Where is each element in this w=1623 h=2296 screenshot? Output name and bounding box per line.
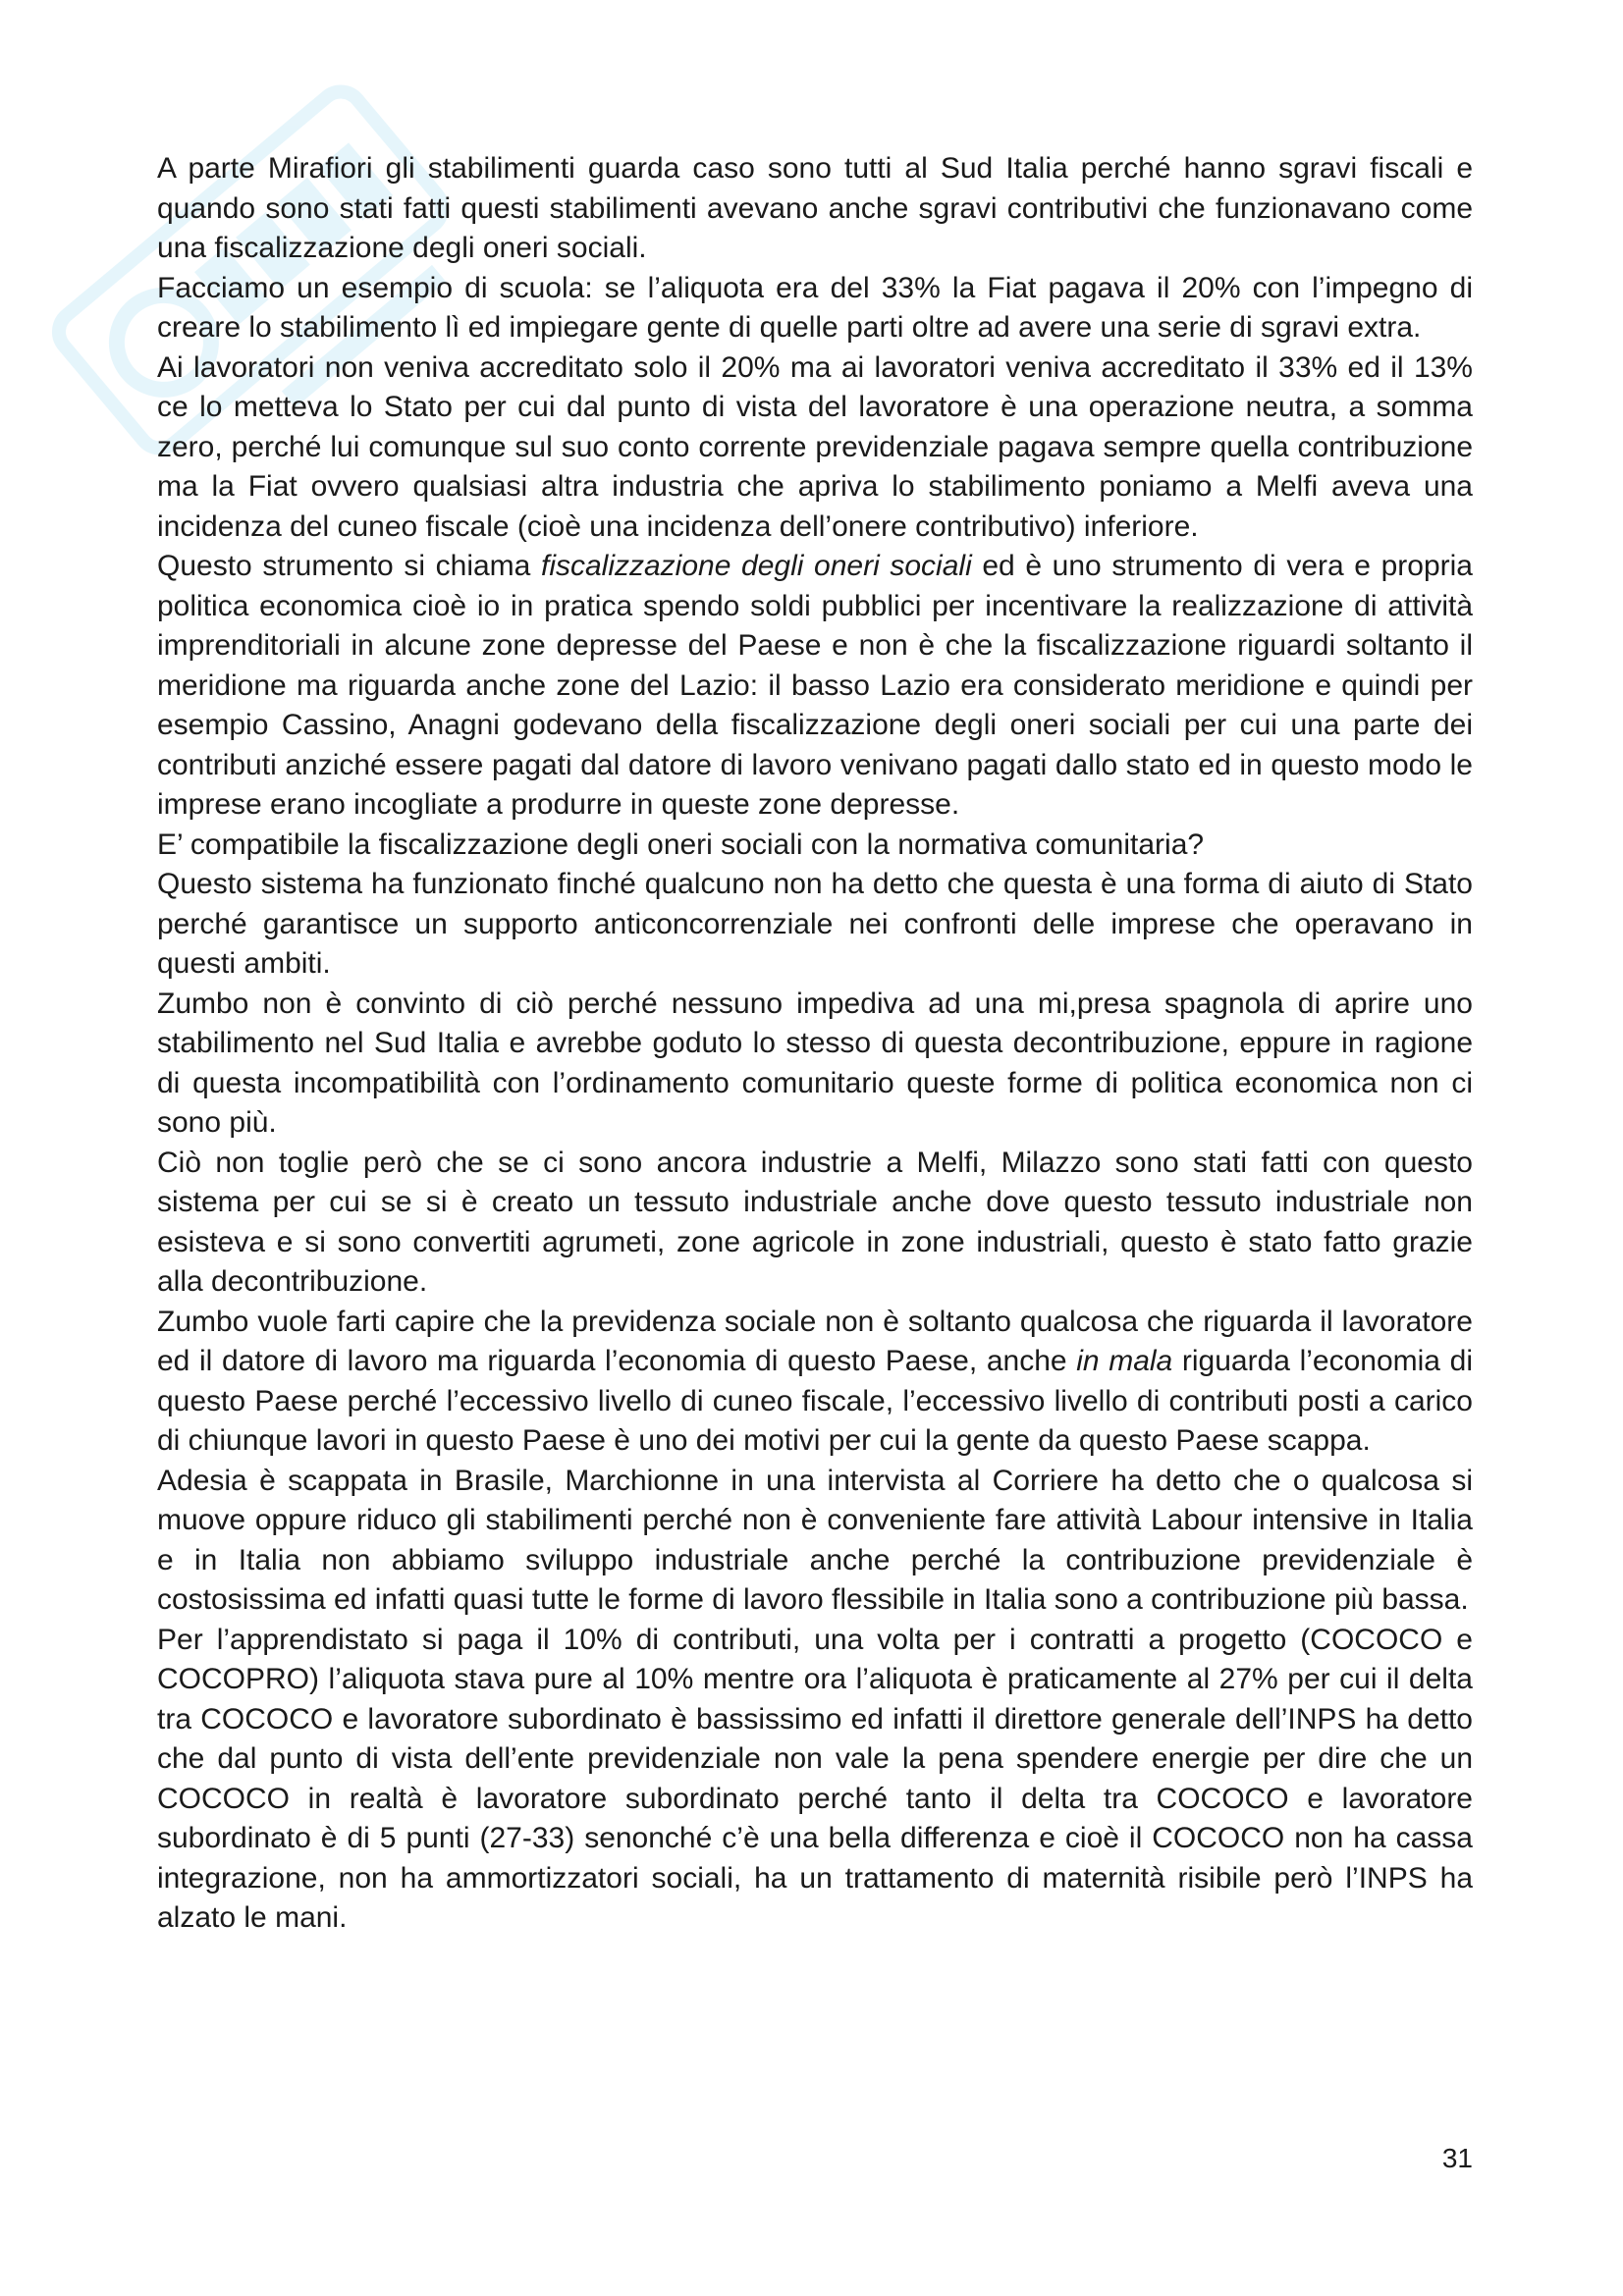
paragraph-text: Adesia è scappata in Brasile, Marchionne in una intervista al Corriere ha detto che o qualcosa si muove oppure riduco gli stabilimenti perché non è conveniente fare attività Labour intensive in Italia e in Italia non abbiamo sviluppo industriale anche perché la contribuzione previdenziale è costosissima ed infatti quasi tutte le forme di lavoro flessibile in Italia sono a contribuzione più bassa. <box>157 1464 1473 1616</box>
paragraph <box>157 1621 1473 1939</box>
paragraph-text: Questo sistema ha funzionato finché qualcuno non ha detto che questa è una forma di aiuto di Stato perché garantisce un supporto anticoncorrenziale nei confronti delle imprese che operavano in questi ambiti. <box>157 868 1473 980</box>
paragraph <box>157 985 1473 1144</box>
paragraph-text: Ciò non toglie però che se ci sono ancora industrie a Melfi, Milazzo sono stati fatti con questo sistema per cui se si è creato un tessuto industriale anche dove questo tessuto industriale non esisteva e si sono convertiti agrumeti, zone agricole in zone industriali, questo è stato fatto grazie alla decontribuzione. <box>157 1146 1473 1298</box>
paragraph <box>157 149 1473 269</box>
paragraph-text: Per l’apprendistato si paga il 10% di contributi, una volta per i contratti a progetto (COCOCO e COCOPRO) l’aliquota stava pure al 10% mentre ora l’aliquota è praticamente al 27% per cui il delta tra COCOCO e lavoratore subordinato è bassissimo ed infatti il direttore generale dell’INPS ha detto che dal punto di vista dell’ente previdenziale non vale la pena spendere energie per dire che un COCOCO in realtà è lavoratore subordinato perché tanto il delta tra COCOCO e lavoratore subordinato è di 5 punti (27-33) senonché c’è una bella differenza e cioè il COCOCO non ha cassa integrazione, non ha ammortizzatori sociali, ha un trattamento di maternità risibile però l’INPS ha alzato le mani. <box>157 1623 1473 1934</box>
paragraph-text: E’ compatibile la fiscalizzazione degli oneri sociali con la normativa comunitaria? <box>157 828 1205 861</box>
paragraph-text: riguarda l’economia di questo Paese perché l’eccessivo livello di cuneo fiscale, l’eccessivo livello di contributi posti a carico di chiunque lavori in questo Paese è uno dei motivi per cui la gente da questo Paese scappa. <box>157 1345 1473 1457</box>
paragraph <box>157 547 1473 826</box>
paragraph-text: Questo strumento si chiama <box>157 550 541 582</box>
paragraph <box>157 269 1473 348</box>
document-body <box>157 149 1473 1939</box>
paragraph <box>157 865 1473 985</box>
paragraph-text: Zumbo non è convinto di ciò perché nessuno impediva ad una mi,presa spagnola di aprire uno stabilimento nel Sud Italia e avrebbe goduto lo stesso di questa decontribuzione, eppure in ragione di questa incompatibilità con l’ordinamento comunitario queste forme di politica economica non ci sono più. <box>157 987 1473 1139</box>
italic-term: fiscalizzazione degli oneri sociali <box>540 550 972 582</box>
paragraph-text: Ai lavoratori non veniva accreditato solo il 20% ma ai lavoratori veniva accreditato il 33% ed il 13% ce lo metteva lo Stato per cui dal punto di vista del lavoratore è una operazione neutra, a somma zero, perché lui comunque sul suo conto corrente previdenziale pagava sempre quella contribuzione ma la Fiat ovvero qualsiasi altra industria che apriva lo stabilimento poniamo a Melfi aveva una incidenza del cuneo fiscale (cioè una incidenza dell’onere contributivo) inferiore. <box>157 350 1473 543</box>
paragraph-text: Facciamo un esempio di scuola: se l’aliquota era del 33% la Fiat pagava il 20% con l’impegno di creare lo stabilimento lì ed impiegare gente di quelle parti oltre ad avere una serie di sgravi extra. <box>157 271 1473 344</box>
paragraph <box>157 826 1473 866</box>
page-number: 31 <box>1441 2143 1473 2173</box>
paragraph <box>157 348 1473 548</box>
paragraph-text: A parte Mirafiori gli stabilimenti guarda caso sono tutti al Sud Italia perché hanno sgravi fiscali e quando sono stati fatti questi stabilimenti avevano anche sgravi contributivi che funzionavano come una fiscalizzazione degli oneri sociali. <box>157 152 1473 264</box>
paragraph <box>157 1144 1473 1303</box>
paragraph-text: ed è uno strumento di vera e propria politica economica cioè io in pratica spendo soldi pubblici per incentivare la realizzazione di attività imprenditoriali in alcune zone depresse del Paese e non è che la fiscalizzazione riguardi soltanto il meridione ma riguarda anche zone del Lazio: il basso Lazio era considerato meridione e quindi per esempio Cassino, Anagni godevano della fiscalizzazione degli oneri sociali per cui una parte dei contributi anziché essere pagati dal datore di lavoro venivano pagati dallo stato ed in questo modo le imprese erano incogliate a produrre in queste zone depresse. <box>157 550 1473 821</box>
paragraph <box>157 1462 1473 1621</box>
paragraph <box>157 1303 1473 1462</box>
paragraph-text: Zumbo vuole farti capire che la previdenza sociale non è soltanto qualcosa che riguarda il lavoratore ed il datore di lavoro ma riguarda l’economia di questo Paese, anche <box>157 1305 1473 1377</box>
italic-term: in mala <box>1076 1345 1173 1377</box>
